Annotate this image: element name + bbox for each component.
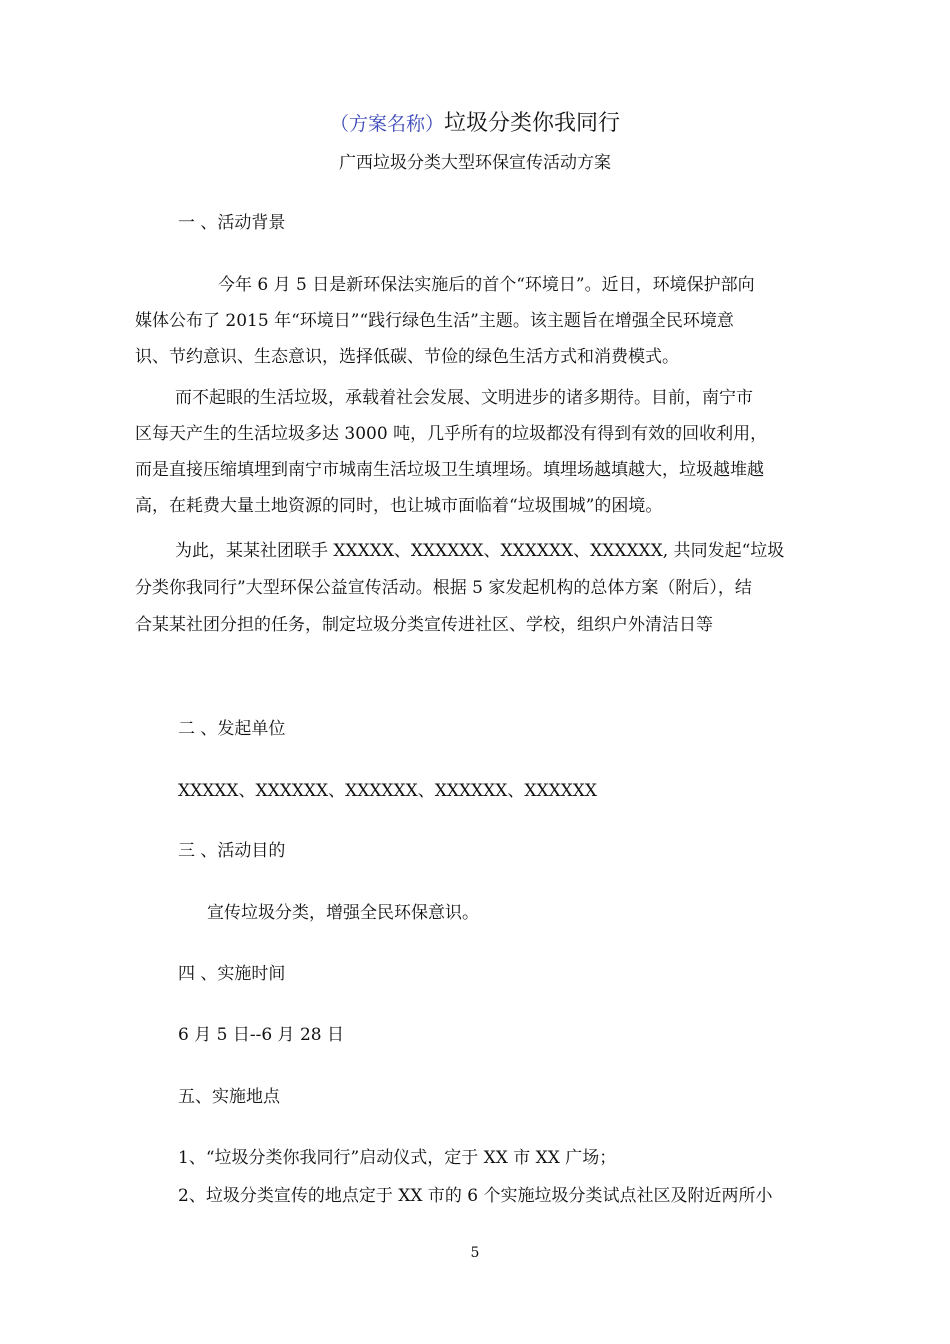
section-heading-location: 五、实施地点 — [178, 1087, 280, 1107]
paragraph-line: 而不起眼的生活垃圾，承载着社会发展、文明进步的诸多期待。目前，南宁市 — [175, 388, 753, 408]
paragraph-line: 分类你我同行”大型环保公益宣传活动。根据 5 家发起机构的总体方案（附后），结 — [135, 578, 752, 598]
title-main: 垃圾分类你我同行 — [444, 111, 621, 136]
title-placeholder: （方案名称） — [329, 113, 444, 135]
section-heading-time: 四 、实施时间 — [178, 964, 286, 984]
paragraph-line: 而是直接压缩填埋到南宁市城南生活垃圾卫生填埋场。填埋场越填越大，垃圾越堆越 — [135, 460, 764, 480]
paragraph-line: 今年 6 月 5 日是新环保法实施后的首个“环境日”。近日，环境保护部向 — [218, 275, 755, 295]
document-title — [0, 106, 950, 137]
page-number: 5 — [470, 1245, 480, 1261]
location-item-1: 1、“垃圾分类你我同行”启动仪式，定于 XX 市 XX 广场； — [178, 1148, 617, 1168]
paragraph-line: 高，在耗费大量土地资源的同时，也让城市面临着“垃圾围城”的困境。 — [135, 496, 663, 516]
paragraph-line: 媒体公布了 2015 年“环境日”“践行绿色生活”主题。该主题旨在增强全民环境意 — [135, 311, 734, 331]
paragraph-line: 合某某社团分担的任务，制定垃圾分类宣传进社区、学校，组织户外清洁日等 — [135, 615, 713, 635]
time-text: 6 月 5 日--6 月 28 日 — [178, 1025, 344, 1045]
paragraph-line: 识、节约意识、生态意识，选择低碳、节俭的绿色生活方式和消费模式。 — [135, 347, 679, 367]
paragraph-line: 区每天产生的生活垃圾多达 3000 吨，几乎所有的垃圾都没有得到有效的回收利用， — [135, 424, 768, 444]
section-heading-background: 一 、活动背景 — [178, 213, 286, 233]
location-item-2: 2、垃圾分类宣传的地点定于 XX 市的 6 个实施垃圾分类试点社区及附近两所小 — [178, 1186, 773, 1206]
section-heading-initiators: 二 、发起单位 — [178, 719, 286, 739]
purpose-text: 宣传垃圾分类，增强全民环保意识。 — [207, 903, 479, 923]
initiators-list: XXXXX、XXXXXX、XXXXXX、XXXXXX、XXXXXX — [178, 781, 597, 801]
document-subtitle: 广西垃圾分类大型环保宣传活动方案 — [339, 153, 611, 173]
paragraph-line: 为此，某某社团联手 XXXXX、XXXXXX、XXXXXX、XXXXXX, 共同发起“垃圾 — [175, 541, 785, 561]
section-heading-purpose: 三 、活动目的 — [178, 841, 286, 861]
